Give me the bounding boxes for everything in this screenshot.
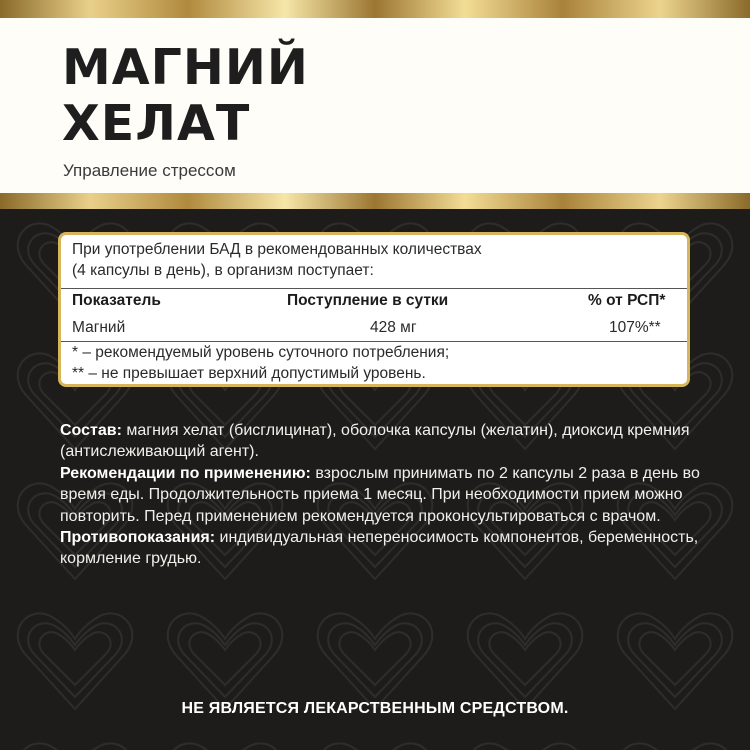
contraindications-paragraph bbox=[60, 527, 700, 570]
product-info bbox=[60, 420, 700, 570]
table-cell-percent: 107%** bbox=[609, 319, 661, 336]
product-title bbox=[62, 40, 309, 152]
title-line-1: МАГНИЙ bbox=[62, 39, 309, 96]
title-line-2: ХЕЛАТ bbox=[62, 95, 251, 152]
usage-label: Рекомендации по применению: bbox=[60, 464, 311, 482]
intro-line-2: (4 капсулы в день), в организм поступает: bbox=[72, 262, 374, 279]
table-intro bbox=[72, 239, 682, 281]
column-header-daily-intake: Поступление в сутки bbox=[287, 292, 449, 309]
usage-paragraph bbox=[60, 463, 700, 527]
table-footnote-1: * – рекомендуемый уровень суточного потребления; bbox=[72, 344, 450, 361]
table-footnote-2: ** – не превышает верхний допустимый уровень. bbox=[72, 365, 426, 382]
composition-paragraph bbox=[60, 420, 700, 463]
table-divider-top bbox=[61, 288, 687, 289]
intro-line-1: При употреблении БАД в рекомендованных количествах bbox=[72, 241, 482, 258]
header-panel bbox=[0, 18, 750, 193]
top-gold-stripe bbox=[0, 0, 750, 18]
contraindications-text: индивидуальная непереносимость компонентов, беременность, кормление грудью. bbox=[60, 529, 699, 568]
contraindications-label: Противопоказания: bbox=[60, 529, 216, 547]
nutrition-table bbox=[58, 232, 690, 387]
composition-label: Состав: bbox=[60, 422, 122, 439]
table-cell-amount: 428 мг bbox=[370, 319, 417, 336]
table-divider-bottom bbox=[61, 341, 687, 342]
composition-text: магния хелат (бисглицинат), оболочка капсулы (желатин), диоксид кремния (антислеживающий агент). bbox=[60, 422, 690, 461]
column-header-indicator: Показатель bbox=[72, 292, 161, 309]
middle-gold-stripe bbox=[0, 193, 750, 209]
table-cell-name: Магний bbox=[72, 319, 126, 336]
product-subtitle: Управление стрессом bbox=[63, 161, 236, 180]
disclaimer-text: НЕ ЯВЛЯЕТСЯ ЛЕКАРСТВЕННЫМ СРЕДСТВОМ. bbox=[181, 700, 569, 717]
column-header-percent-rsp: % от РСП* bbox=[588, 292, 666, 309]
usage-text: взрослым принимать по 2 капсулы 2 раза в день во время еды. Продолжительность приема 1 месяц. При необходимости прием можно повторить. Перед применением рекомендуется проконсультироваться с врачом. bbox=[60, 464, 700, 525]
